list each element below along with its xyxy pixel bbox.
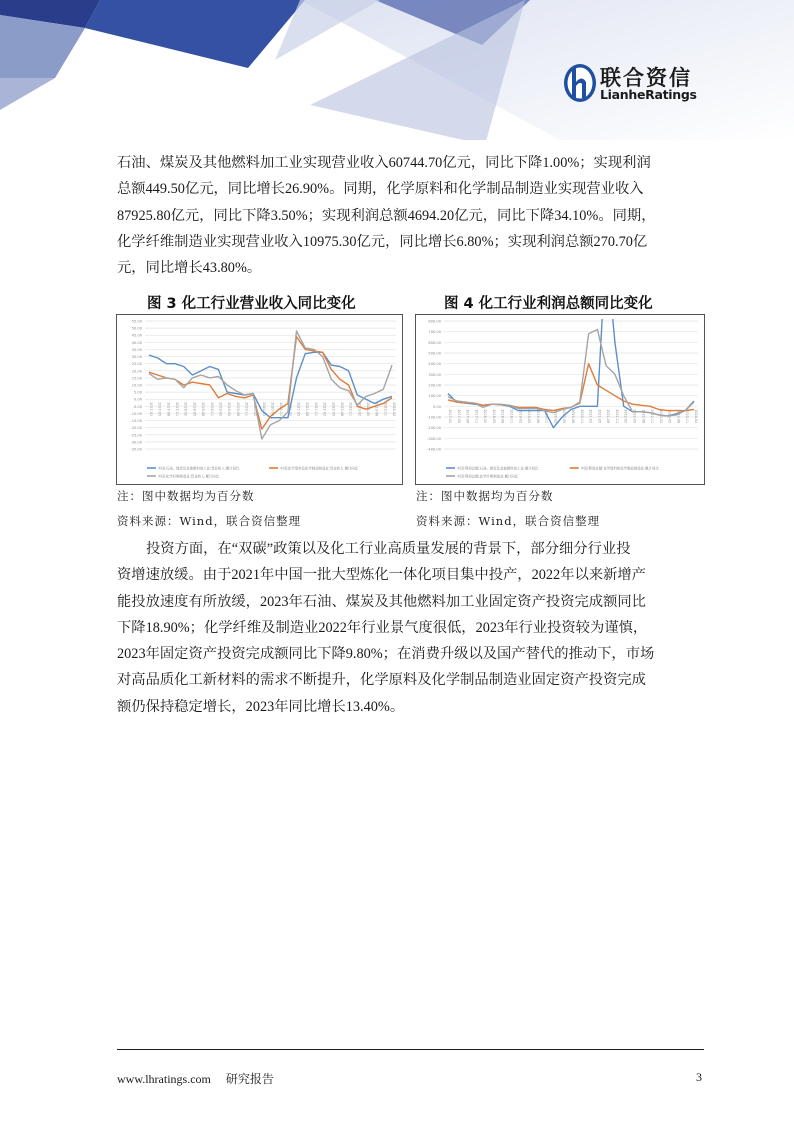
text-line: 下降18.90%；化学纤维及制造业2022年行业景气度很低，2023年行业投资较为谨慎， xyxy=(117,619,648,636)
svg-text:2023-02: 2023-02 xyxy=(658,409,663,424)
svg-text:10.00: 10.00 xyxy=(131,383,142,388)
svg-text:中国:石油、煤炭及其他燃料加工业:营业收入:累计同比: 中国:石油、煤炭及其他燃料加工业:营业收入:累计同比 xyxy=(158,466,240,471)
svg-text:800.00: 800.00 xyxy=(428,319,441,324)
svg-text:2018-08: 2018-08 xyxy=(500,409,505,424)
text-line: 87925.80亿元，同比下降3.50%；实现利润总额4694.20亿元，同比下降34.10%。同期， xyxy=(117,207,656,224)
svg-text:25.00: 25.00 xyxy=(131,362,142,367)
svg-text:2021-11: 2021-11 xyxy=(614,409,619,424)
svg-text:45.00: 45.00 xyxy=(131,333,142,338)
lianhe-ratings-logo xyxy=(562,62,712,104)
svg-text:15.00: 15.00 xyxy=(131,376,142,381)
svg-text:-5.00: -5.00 xyxy=(132,404,142,409)
svg-text:2019-02: 2019-02 xyxy=(518,409,523,424)
footer-doc-type: 研究报告 xyxy=(225,1072,274,1086)
logo-english-name: LianheRatings xyxy=(600,87,697,102)
svg-text:2020-11: 2020-11 xyxy=(279,402,284,417)
paragraph-investment xyxy=(117,536,695,720)
svg-text:2019-11: 2019-11 xyxy=(544,409,549,424)
svg-text:2023-05: 2023-05 xyxy=(667,409,672,424)
page-number: 3 xyxy=(696,1070,702,1084)
svg-text:2021-11: 2021-11 xyxy=(313,402,318,417)
svg-text:2023-11: 2023-11 xyxy=(685,409,690,424)
svg-text:2019-05: 2019-05 xyxy=(527,409,532,424)
svg-text:300.00: 300.00 xyxy=(428,372,441,377)
svg-text:中国:化学原料及化学制品制造业:营业收入:累计同比: 中国:化学原料及化学制品制造业:营业收入:累计同比 xyxy=(280,466,359,471)
figure-4-note: 注：图中数据均为百分数 xyxy=(416,489,554,503)
text-line: 投资方面，在“双碳”政策以及化工行业高质量发展的背景下，部分细分行业投 xyxy=(146,541,631,557)
svg-text:中国:化学纤维制造业:营业收入:累计同比: 中国:化学纤维制造业:营业收入:累计同比 xyxy=(158,474,220,479)
svg-text:35.00: 35.00 xyxy=(131,347,142,352)
figure-3-chart xyxy=(116,314,403,485)
svg-text:2018-02: 2018-02 xyxy=(483,409,488,424)
svg-text:2021-08: 2021-08 xyxy=(305,402,310,417)
svg-text:2017-08: 2017-08 xyxy=(465,409,470,424)
svg-text:2022-11: 2022-11 xyxy=(650,409,655,424)
svg-text:400.00: 400.00 xyxy=(428,362,441,367)
svg-text:2023-08: 2023-08 xyxy=(676,409,681,424)
svg-text:2020-05: 2020-05 xyxy=(562,409,567,424)
text-line: 2023年固定资产投资完成额同比下降9.80%；在消费升级以及国产替代的推动下，市场 xyxy=(117,646,655,663)
svg-text:-20.00: -20.00 xyxy=(130,426,142,431)
svg-text:2021-08: 2021-08 xyxy=(606,409,611,424)
logo-chinese-name: 联合资信 xyxy=(600,66,692,90)
svg-text:2023-02: 2023-02 xyxy=(357,402,362,417)
svg-text:2017-11: 2017-11 xyxy=(175,402,180,417)
svg-text:2021-05: 2021-05 xyxy=(296,402,301,417)
svg-text:2018-11: 2018-11 xyxy=(209,402,214,417)
footer-divider xyxy=(117,1049,704,1050)
text-line: 能投放速度有所放缓，2023年石油、煤炭及其他燃料加工业固定资产投资完成额同比 xyxy=(117,593,646,610)
svg-text:2023-05: 2023-05 xyxy=(365,402,370,417)
svg-text:2022-08: 2022-08 xyxy=(641,409,646,424)
svg-text:-100.00: -100.00 xyxy=(427,415,441,420)
svg-text:0.00: 0.00 xyxy=(432,404,441,409)
svg-text:2020-02: 2020-02 xyxy=(553,409,558,424)
text-line: 化学纤维制造业实现营业收入10975.30亿元，同比增长6.80%；实现利润总额270.70亿 xyxy=(117,233,648,250)
svg-text:30.00: 30.00 xyxy=(131,355,142,360)
svg-text:500.00: 500.00 xyxy=(428,351,441,356)
svg-text:2017-02: 2017-02 xyxy=(149,402,153,417)
text-line: 额仍保持稳定增长，2023年同比增长13.40%。 xyxy=(117,698,405,715)
svg-text:2022-05: 2022-05 xyxy=(331,402,336,417)
figure-3-title: 图 3 化工行业营业收入同比变化 xyxy=(147,296,356,312)
svg-text:2020-02: 2020-02 xyxy=(253,402,258,417)
svg-text:40.00: 40.00 xyxy=(131,340,142,345)
svg-text:2024-02: 2024-02 xyxy=(694,409,698,424)
footer-website-link[interactable]: www.lhratings.com xyxy=(117,1072,211,1086)
svg-text:2021-02: 2021-02 xyxy=(588,409,593,424)
svg-text:中国:利润总额:化学纤维制造业:累计同比: 中国:利润总额:化学纤维制造业:累计同比 xyxy=(457,474,519,479)
svg-text:2017-05: 2017-05 xyxy=(157,402,162,417)
svg-text:2017-05: 2017-05 xyxy=(456,409,461,424)
svg-text:20.00: 20.00 xyxy=(131,369,142,374)
svg-text:55.00: 55.00 xyxy=(131,319,142,324)
svg-text:中国:利润总额:化学原料和化学制品制造业:累计同比: 中国:利润总额:化学原料和化学制品制造业:累计同比 xyxy=(580,466,659,471)
svg-text:2023-11: 2023-11 xyxy=(383,402,388,417)
svg-text:700.00: 700.00 xyxy=(428,330,441,335)
figure-4-chart xyxy=(415,314,705,485)
svg-text:2017-11: 2017-11 xyxy=(474,409,479,424)
text-line: 石油、煤炭及其他燃料加工业实现营业收入60744.70亿元，同比下降1.00%；实现利润 xyxy=(117,155,651,171)
svg-text:2021-05: 2021-05 xyxy=(597,409,602,424)
svg-text:2021-02: 2021-02 xyxy=(287,402,292,417)
svg-text:5.00: 5.00 xyxy=(133,390,142,395)
paragraph-revenue-profit xyxy=(117,150,695,281)
svg-text:-10.00: -10.00 xyxy=(130,411,142,416)
svg-text:2022-02: 2022-02 xyxy=(623,409,628,424)
svg-text:-30.00: -30.00 xyxy=(130,440,142,445)
svg-text:-35.00: -35.00 xyxy=(130,447,142,452)
svg-text:2020-11: 2020-11 xyxy=(579,409,584,424)
svg-text:-25.00: -25.00 xyxy=(130,433,142,438)
svg-text:2018-08: 2018-08 xyxy=(201,402,206,417)
svg-text:2017-08: 2017-08 xyxy=(166,402,171,417)
svg-text:2020-08: 2020-08 xyxy=(571,409,575,424)
chart-3-canvas xyxy=(117,315,404,486)
svg-text:中国:利润总额:石油、煤炭及其他燃料加工业:累计同比: 中国:利润总额:石油、煤炭及其他燃料加工业:累计同比 xyxy=(457,466,539,471)
svg-text:2022-11: 2022-11 xyxy=(348,402,353,417)
svg-text:2019-05: 2019-05 xyxy=(227,402,232,417)
svg-text:2023-08: 2023-08 xyxy=(374,402,379,417)
svg-text:2018-05: 2018-05 xyxy=(192,402,197,417)
svg-text:2018-05: 2018-05 xyxy=(491,409,496,424)
svg-text:-400.00: -400.00 xyxy=(427,447,441,452)
svg-text:2020-08: 2020-08 xyxy=(270,402,275,417)
svg-text:2022-02: 2022-02 xyxy=(322,402,327,417)
svg-text:2022-05: 2022-05 xyxy=(632,409,637,424)
text-line: 资增速放缓。由于2021年中国一批大型炼化一体化项目集中投产，2022年以来新增产 xyxy=(117,567,646,584)
text-line: 对高品质化工新材料的需求不断提升，化学原料及化学制品制造业固定资产投资完成 xyxy=(117,672,646,689)
figure-3-note: 注：图中数据均为百分数 xyxy=(117,489,255,503)
figure-3-source: 资料来源：Wind，联合资信整理 xyxy=(117,514,302,528)
figure-4-source: 资料来源：Wind，联合资信整理 xyxy=(416,514,601,528)
svg-text:-200.00: -200.00 xyxy=(427,426,441,431)
figure-4-title: 图 4 化工行业利润总额同比变化 xyxy=(444,296,653,312)
svg-text:0.00: 0.00 xyxy=(133,397,142,402)
svg-text:600.00: 600.00 xyxy=(428,340,441,345)
svg-text:2017-02: 2017-02 xyxy=(448,409,452,424)
text-line: 总额449.50亿元，同比增长26.90%。同期，化学原料和化学制品制造业实现营业收入 xyxy=(117,181,644,198)
chart-4-canvas xyxy=(416,315,706,486)
svg-text:2022-08: 2022-08 xyxy=(339,402,344,417)
svg-text:2018-11: 2018-11 xyxy=(509,409,514,424)
svg-text:50.00: 50.00 xyxy=(131,326,142,331)
svg-text:200.00: 200.00 xyxy=(428,383,441,388)
svg-text:-300.00: -300.00 xyxy=(427,436,441,441)
footer-info xyxy=(117,1070,286,1087)
svg-text:2018-02: 2018-02 xyxy=(183,402,188,417)
svg-text:2019-02: 2019-02 xyxy=(218,402,223,417)
svg-text:100.00: 100.00 xyxy=(428,394,441,399)
svg-text:-15.00: -15.00 xyxy=(130,419,142,424)
svg-text:2019-08: 2019-08 xyxy=(535,409,540,424)
svg-text:2019-11: 2019-11 xyxy=(244,402,249,417)
svg-text:2019-08: 2019-08 xyxy=(235,402,240,417)
svg-text:2020-05: 2020-05 xyxy=(261,402,266,417)
lh-logo-mark-icon xyxy=(562,62,598,104)
text-line: 元，同比增长43.80%。 xyxy=(117,260,262,277)
svg-text:2024-02: 2024-02 xyxy=(392,402,396,417)
